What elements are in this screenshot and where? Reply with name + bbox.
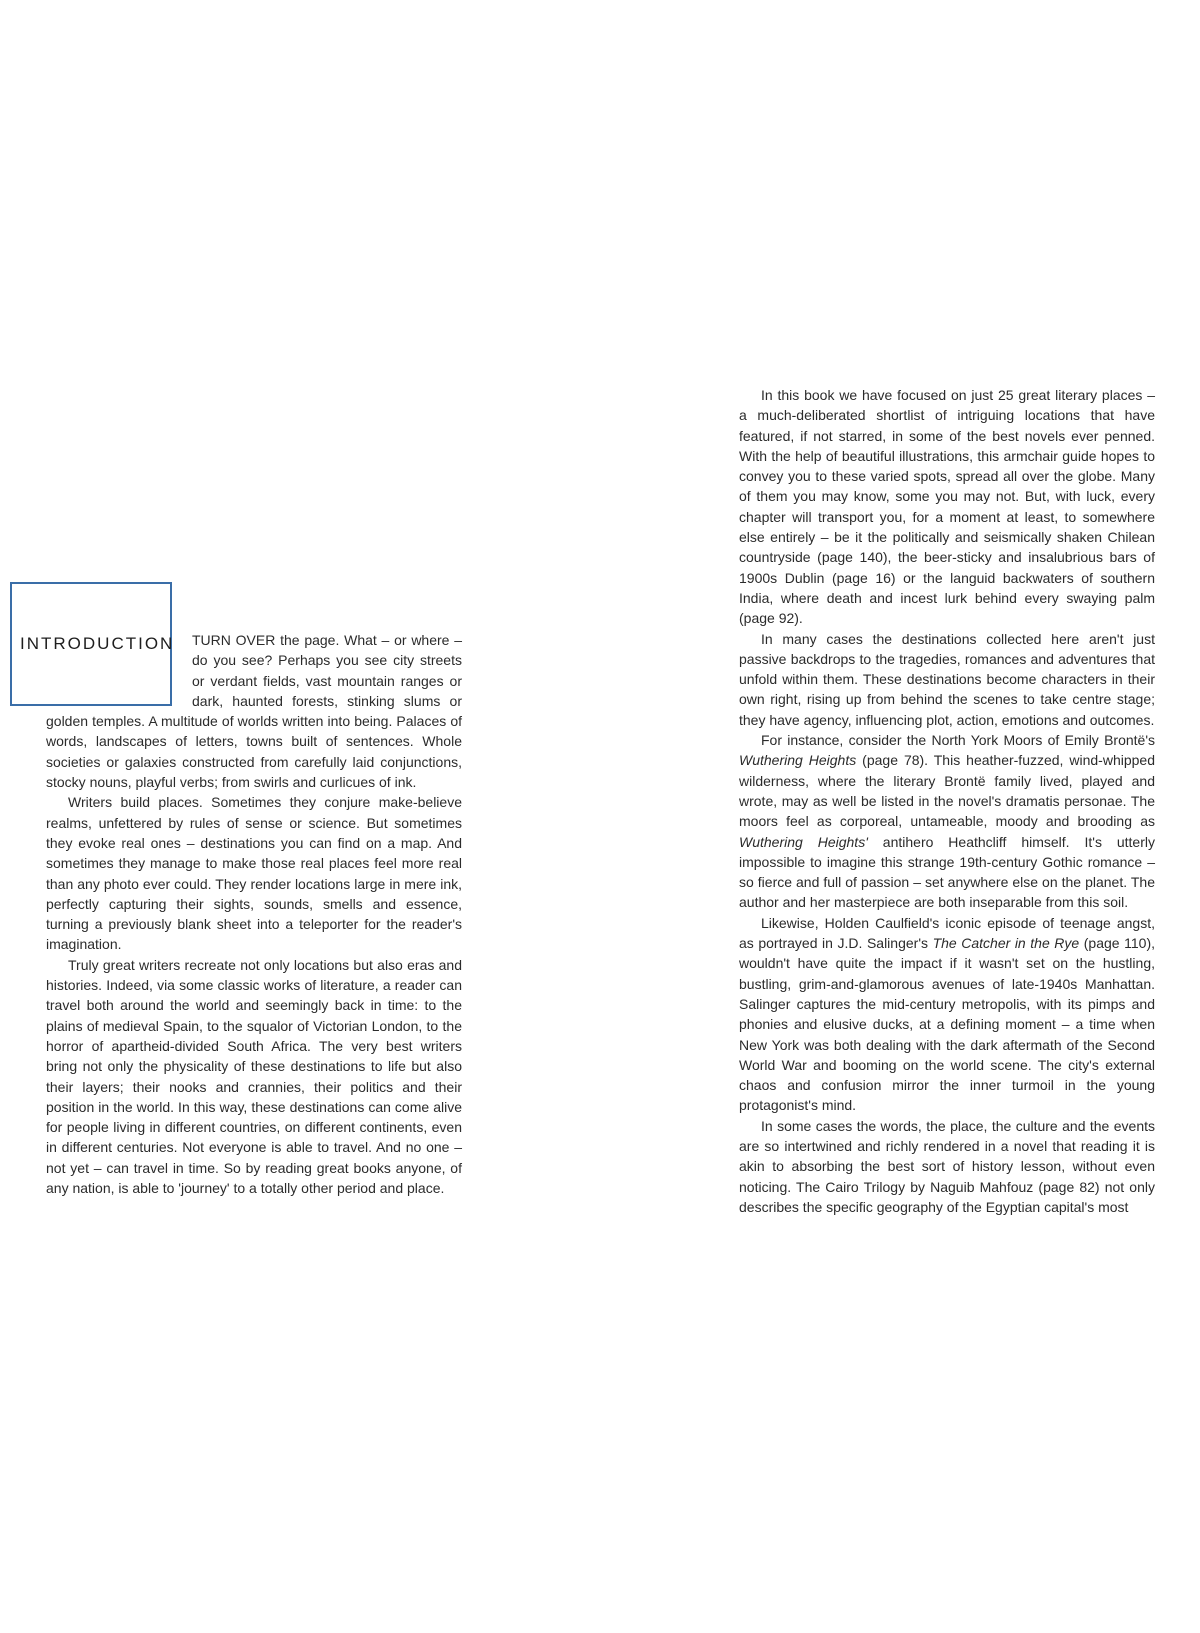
heading-wrap-spacer bbox=[46, 630, 192, 711]
right-page-column bbox=[739, 385, 1155, 1217]
right-paragraph-4 bbox=[739, 913, 1155, 1116]
right-paragraph-2: In many cases the destinations collected here aren't just passive backdrops to the tragedies, romances and adventures that unfold within them. These destinations become characters in their own right, rising up from behind the scenes to take centre stage; they have agency, influencing plot, action, emotions and outcomes. bbox=[739, 630, 1155, 728]
left-page-column bbox=[46, 630, 462, 1198]
book-title: The Catcher in the Rye bbox=[932, 935, 1080, 952]
book-title: Wuthering Heights bbox=[739, 752, 857, 769]
text-run: antihero Heathcliff himself. It's utterly impossible to imagine this strange 19th-century Gothic romance – so fierce and full of passion – set anywhere else on the planet. The author and her masterpiece are both inseparable from this soil. bbox=[739, 833, 1155, 911]
text-run: (page 78). This heather-fuzzed, wind-whipped wilderness, where the literary Brontë family lived, played and wrote, may as well be listed in the novel's dramatis personae. The moors feel as corporeal, untameable, moody and brooding as bbox=[739, 752, 1155, 830]
left-paragraph-2: Writers build places. Sometimes they conjure make-believe realms, unfettered by rules of sense or science. But sometimes they evoke real ones – destinations you can find on a map. And sometimes they manage to make those real places feel more real than any photo ever could. They render locations large in mere ink, perfectly capturing their sights, sounds, smells and essence, turning a previously blank sheet into a teleporter for the reader's imagination. bbox=[46, 794, 462, 953]
book-title: Wuthering Heights' bbox=[739, 833, 868, 850]
left-paragraph-3: Truly great writers recreate not only locations but also eras and histories. Indeed, via some classic works of literature, a reader can travel both around the world and seemingly back in time: to the plains of medieval Spain, to the squalor of Victorian London, to the horror of apartheid-divided South Africa. The very best writers bring not only the physicality of these destinations to life but also their layers; their nooks and crannies, their politics and their position in the world. In this way, these destinations can come alive for people living in different countries, on different continents, even in different centuries. Not everyone is able to travel. And no one – not yet – can travel in time. So by reading great books anyone, of any nation, is able to 'journey' to a totally other period and place. bbox=[46, 956, 462, 1197]
right-paragraph-5: In some cases the words, the place, the culture and the events are so intertwined and richly rendered in a novel that reading it is akin to absorbing the best sort of history lesson, without even noticing. The Cairo Trilogy by Naguib Mahfouz (page 82) not only describes the specific geography of the Egyptian capital's most bbox=[739, 1117, 1155, 1215]
text-run: For instance, consider the North York Moors of Emily Brontë's bbox=[761, 732, 1155, 749]
text-run: Likewise, Holden Caulfield's iconic episode of teenage angst, as portrayed in J.D. Salinger's bbox=[739, 914, 1155, 952]
right-paragraph-3 bbox=[739, 730, 1155, 913]
left-paragraph-1: TURN OVER the page. What – or where – do you see? Perhaps you see city streets or verdant fields, vast mountain ranges or dark, haunted forests, stinking slums or golden temples. A multitude of worlds written into being. Palaces of words, landscapes of letters, towns built of sentences. Whole societies or galaxies constructed from carefully laid conjunctions, stocky nouns, playful verbs; from swirls and curlicues of ink. bbox=[46, 632, 462, 791]
text-run: (page 110), wouldn't have quite the impact if it wasn't set on the hustling, bustling, grim-and-glamorous avenues of late-1940s Manhattan. Salinger captures the mid-century metropolis, with its pimps and phonies and elusive ducks, at a defining moment – a time when New York was both dealing with the dark aftermath of the Second World War and booming on the world scene. The city's external chaos and confusion mirror the inner turmoil in the young protagonist's mind. bbox=[739, 935, 1155, 1114]
section-heading: INTRODUCTION bbox=[20, 634, 175, 653]
right-paragraph-1: In this book we have focused on just 25 great literary places – a much-deliberated shortlist of intriguing locations that have featured, if not starred, in some of the best novels ever penned. With the help of beautiful illustrations, this armchair guide hopes to convey you to these varied spots, spread all over the globe. Many of them you may know, some you may not. But, with luck, every chapter will transport you, for a moment at least, to somewhere else entirely – be it the politically and seismically shaken Chilean countryside (page 140), the beer-sticky and insalubrious bars of 1900s Dublin (page 16) or the languid backwaters of southern India, where death and incest lurk behind every swaying palm (page 92). bbox=[739, 387, 1155, 627]
